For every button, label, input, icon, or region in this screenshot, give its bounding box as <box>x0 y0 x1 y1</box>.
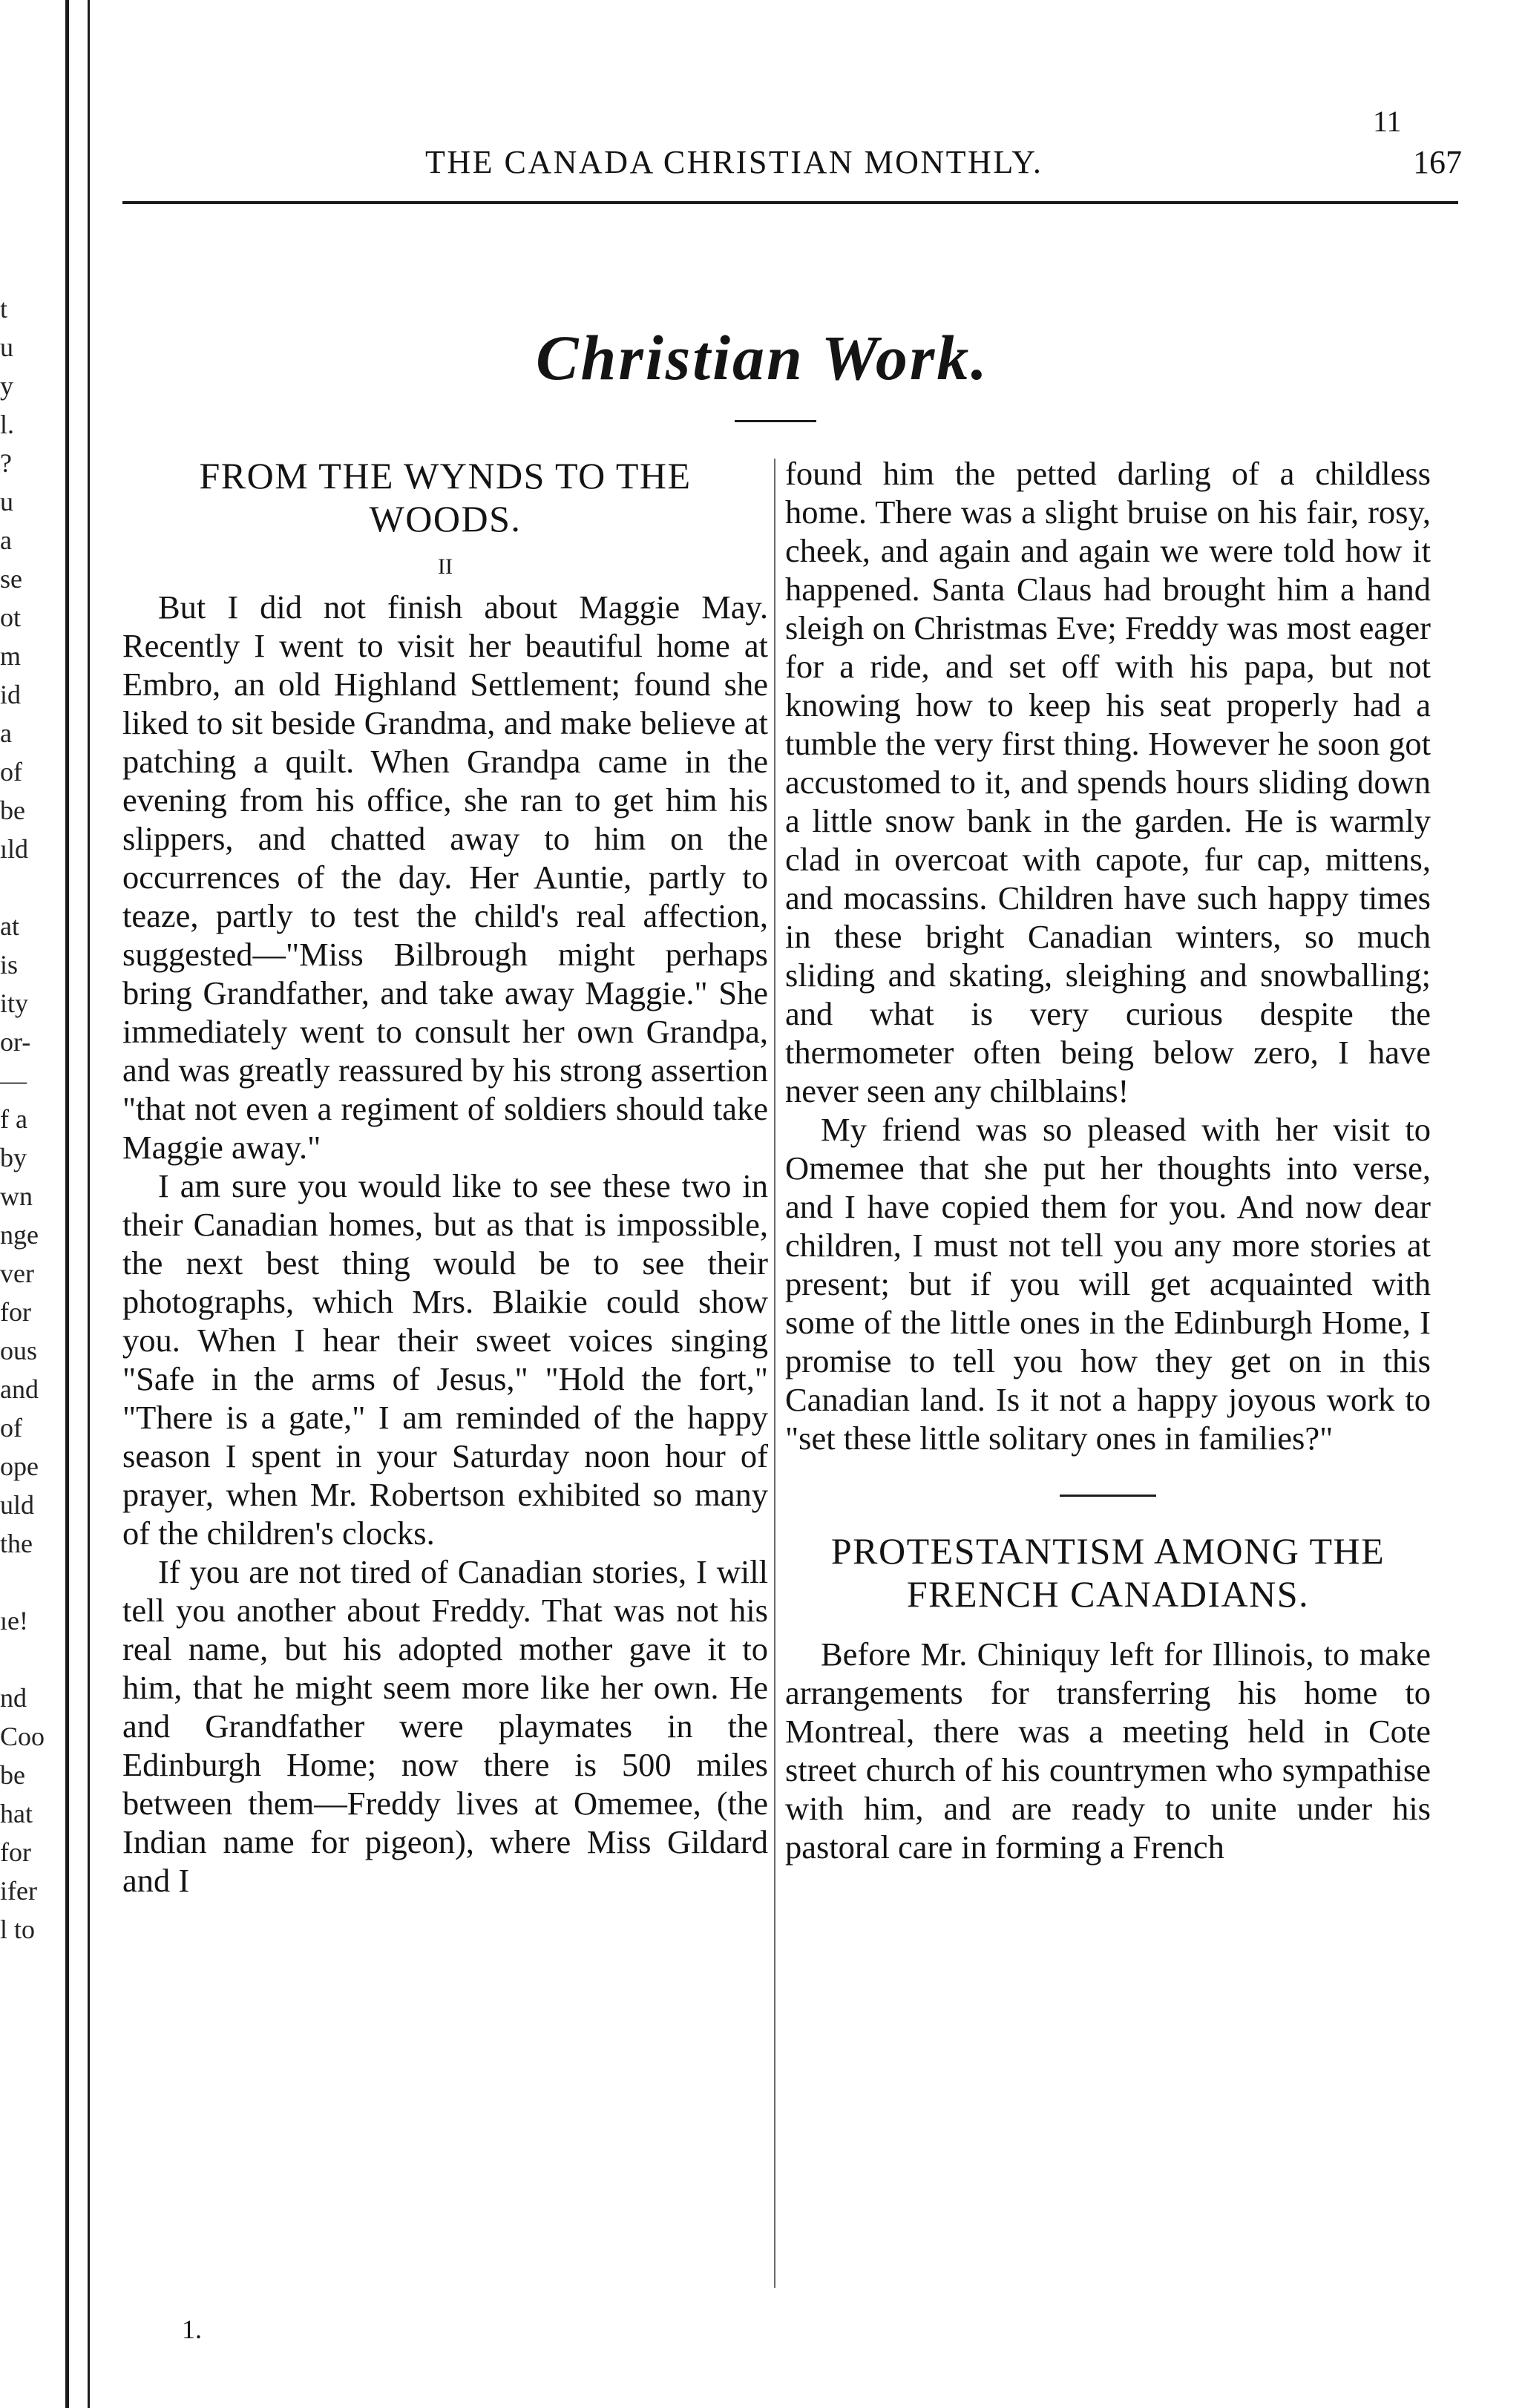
article-protestantism <box>785 1529 1431 1866</box>
article-part-number: II <box>438 554 453 579</box>
margin-fragment: a <box>0 718 12 748</box>
article-paragraph: But I did not finish about Maggie May. Recently I went to visit her beautiful home at Embro, an old Highland Settlement; found she liked to sit beside Grandma, and make believe at patching a quilt. When Grandpa came in the evening from his office, she ran to get him his slippers, and chatted away to him on the occurrences of the day. Her Auntie, partly to teaze, partly to test the child's real affection, suggested—"Miss Bilbrough might perhaps bring Grandfather, and take away Maggie." She immediately went to consult her own Grandpa, and was greatly reassured by his strong assertion "that not even a regiment of soldiers should take Maggie away." <box>122 588 768 1166</box>
margin-fragment: m <box>0 641 22 671</box>
page-number: 167 <box>1413 144 1462 180</box>
section-rule <box>735 420 816 422</box>
margin-fragment: t <box>0 294 8 324</box>
margin-fragment: ıe! <box>0 1606 28 1636</box>
margin-fragment: nd <box>0 1683 27 1713</box>
header-rule <box>122 201 1458 204</box>
margin-fragment: se <box>0 564 22 594</box>
margin-fragment: ity <box>0 988 29 1018</box>
margin-fragment: at <box>0 911 19 941</box>
margin-fragment: the <box>0 1529 33 1558</box>
margin-fragment: ver <box>0 1259 34 1288</box>
margin-fragment: by <box>0 1143 27 1172</box>
margin-fragment: or- <box>0 1027 31 1057</box>
margin-fragment: ope <box>0 1451 39 1481</box>
margin-fragment: and <box>0 1374 39 1404</box>
margin-fragment: ıld <box>0 834 29 864</box>
margin-fragment: nge <box>0 1220 39 1250</box>
signature-mark: 1. <box>182 2314 202 2344</box>
margin-fragment: ifer <box>0 1876 37 1906</box>
section-title: Christian Work. <box>536 322 989 393</box>
margin-fragment: f a <box>0 1104 27 1134</box>
running-header <box>122 130 1462 197</box>
article-title: FROM THE WYNDS TO THE WOODS. <box>199 455 692 539</box>
article-paragraph: If you are not tired of Canadian stories, I will tell you another about Freddy. That was not his real name, but his adopted mother gave it to him, that he might seem more like her own. He and Grandfather were playmates in the Edinburgh Home; now there is 500 miles between them—Freddy lives at Omemee, (the Indian name for pigeon), where Miss Gildard and I <box>122 1553 768 1899</box>
previous-page-margin-text <box>0 289 63 1949</box>
margin-fragment: y <box>0 371 13 401</box>
margin-fragment: — <box>0 1066 27 1095</box>
margin-fragment: ? <box>0 448 12 478</box>
article-paragraph: My friend was so pleased with her visit to Omemee that she put her thoughts into verse, and I have copied them for you. And now dear children, I must not tell you any more stories at present; but if you will get acquainted with some of the little ones in the Edinburgh Home, I promise to tell you how they get on in this Canadian land. Is it not a happy joyous work to "set these little solitary ones in families?" <box>785 1111 1431 1457</box>
margin-fragment: of <box>0 757 22 787</box>
margin-fragment: wn <box>0 1181 33 1211</box>
margin-fragment: ot <box>0 603 22 632</box>
corner-mark: 11 <box>1373 105 1402 138</box>
margin-fragment: u <box>0 332 13 362</box>
margin-fragment: id <box>0 680 22 709</box>
article-title: PROTESTANTISM AMONG THE FRENCH CANADIANS. <box>830 1530 1385 1615</box>
margin-fragment: l to <box>0 1915 36 1944</box>
margin-fragment: a <box>0 525 12 555</box>
margin-fragment: Coo <box>0 1722 45 1751</box>
article-paragraph: found him the petted darling of a childless home. There was a slight bruise on his fair, rosy, cheek, and again and again we were told how it happened. Santa Claus had brought him a hand sleigh on Christmas Eve; Freddy was most eager for a ride, and set off with his papa, but not knowing how to keep his seat properly had a tumble the very first thing. However he soon got accustomed to it, and spends hours sliding down a little snow bank in the garden. He is warmly clad in overcoat with capote, fur cap, mittens, and mocassins. Children have such happy times in these bright Canadian winters, so much sliding and skating, sleighing and snowballing; and what is very curious despite the thermometer often being below zero, I have never seen any chilblains! <box>785 455 1431 1109</box>
margin-fragment: hat <box>0 1799 33 1828</box>
margin-fragment: of <box>0 1413 22 1443</box>
margin-fragment: l. <box>0 410 15 439</box>
left-column <box>122 454 768 1900</box>
column-divider <box>774 459 775 2288</box>
margin-fragment: be <box>0 795 25 825</box>
margin-fragment <box>0 1563 63 1601</box>
right-column <box>785 454 1431 1866</box>
article-separator-rule <box>1060 1495 1156 1497</box>
margin-fragment: ous <box>0 1336 38 1365</box>
article-paragraph: Before Mr. Chiniquy left for Illinois, to make arrangements for transferring his home to Montreal, there was a meeting held in Cote street church of his countrymen who sympathise with him, and are ready to unite under his pastoral care in forming a French <box>785 1636 1431 1866</box>
article-paragraph: I am sure you would like to see these two in their Canadian homes, but as that is impossible, the next best thing would be to see their photographs, which Mrs. Blaikie could show you. When I hear their sweet voices singing "Safe in the arms of Jesus," "Hold the fort," "There is a gate," I am reminded of the happy season I spent in your Saturday noon hour of prayer, when Mr. Robertson exhibited so many of the children's clocks. <box>122 1167 768 1552</box>
running-title: THE CANADA CHRISTIAN MONTHLY. <box>425 144 1043 180</box>
margin-fragment: u <box>0 487 13 516</box>
margin-fragment: is <box>0 950 19 980</box>
margin-fragment: be <box>0 1760 25 1790</box>
margin-fragment <box>0 1640 63 1679</box>
margin-fragment: uld <box>0 1490 35 1520</box>
margin-fragment: for <box>0 1837 31 1867</box>
margin-fragment: for <box>0 1297 31 1327</box>
margin-fragment <box>0 868 63 907</box>
